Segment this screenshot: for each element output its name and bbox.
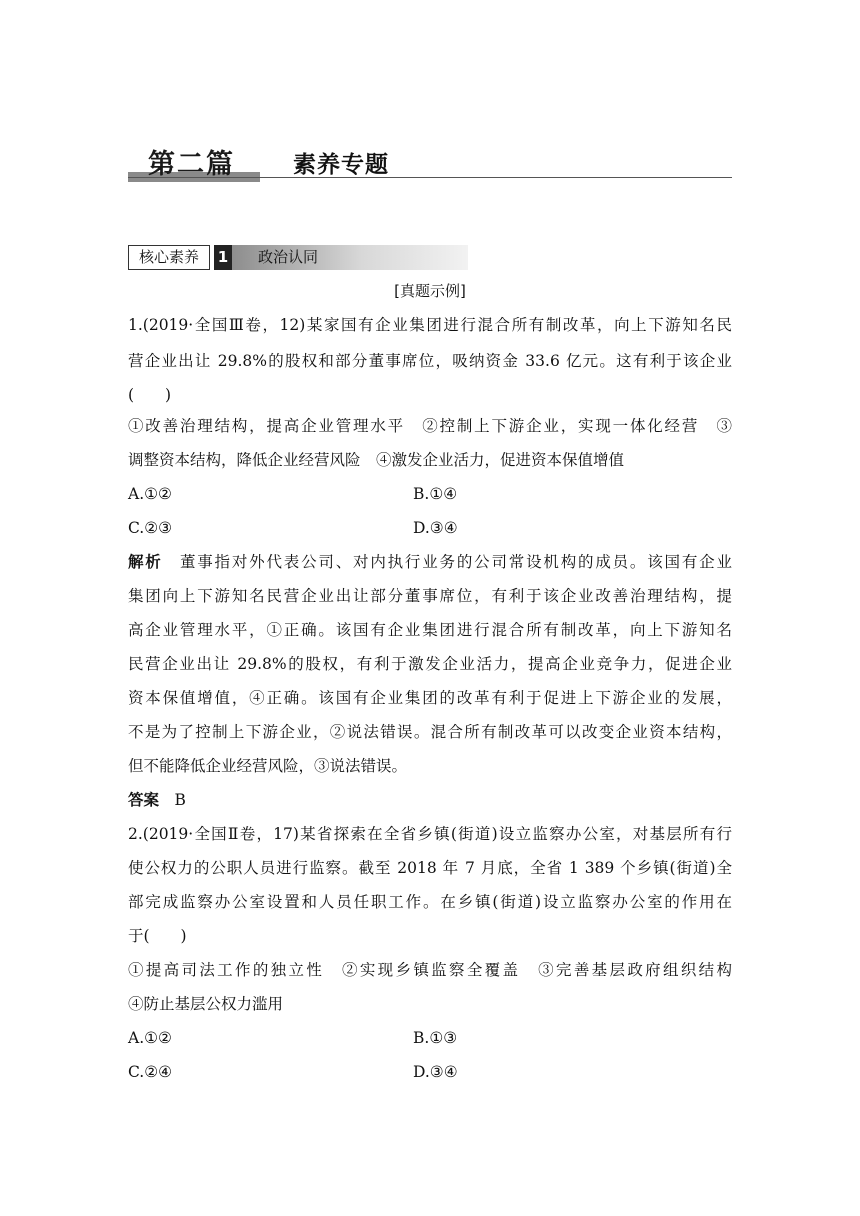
q1-analysis-line: 但不能降低企业经营风险，③说法错误。 — [128, 757, 408, 775]
q1-option-d: D.③④ — [413, 519, 458, 537]
q2-option-d: D.③④ — [413, 1063, 458, 1081]
q1-analysis-line: 不是为了控制上下游企业，②说法错误。混合所有制改革可以改变企业资本结构， — [128, 723, 732, 741]
subsection-heading: [真题示例] — [394, 282, 466, 300]
q1-option-b: B.①④ — [413, 485, 458, 503]
q1-analysis-line: 集团向上下游知名民营企业出让部分董事席位，有利于该企业改善治理结构，提 — [128, 587, 732, 605]
q1-analysis-line: 资本保值增值，④正确。该国有企业集团的改革有利于促进上下游企业的发展， — [128, 689, 732, 707]
q1-answer — [128, 788, 186, 812]
q1-line: ①改善治理结构，提高企业管理水平 ②控制上下游企业，实现一体化经营 ③ — [128, 417, 732, 435]
section-title: 政治认同 — [258, 248, 319, 266]
q2-line: 部完成监察办公室设置和人员任职工作。在乡镇(街道)设立监察办公室的作用在 — [128, 893, 732, 911]
q2-option-c: C.②④ — [128, 1063, 173, 1081]
q1-analysis-line: 高企业管理水平，①正确。该国有企业集团进行混合所有制改革，向上下游知名 — [128, 621, 732, 639]
q1-analysis-line: 民营企业出让 29.8%的股权，有利于激发企业活力，提高企业竞争力，促进企业 — [128, 655, 732, 673]
chapter-title: 素养专题 — [293, 151, 389, 178]
q2-line: 2.(2019·全国Ⅱ卷，17)某省探索在全省乡镇(街道)设立监察办公室，对基层所有行 — [128, 825, 732, 843]
analysis-text: 董事指对外代表公司、对内执行业务的公司常设机构的成员。该国有企业 — [179, 553, 732, 571]
section-number: 1 — [214, 245, 232, 270]
section-label: 核心素养 — [128, 245, 210, 270]
q1-option-a: A.①② — [128, 485, 172, 503]
analysis-label: 解析 — [128, 553, 163, 571]
chapter-header — [128, 142, 732, 184]
q2-line: ①提高司法工作的独立性 ②实现乡镇监察全覆盖 ③完善基层政府组织结构 — [128, 961, 732, 979]
q2-line: 使公权力的公职人员进行监察。截至 2018 年 7 月底，全省 1 389 个乡镇(街道)全 — [128, 859, 732, 877]
q1-line: 1.(2019·全国Ⅲ卷，12)某家国有企业集团进行混合所有制改革，向上下游知名民 — [128, 316, 732, 334]
chapter-number: 第二篇 — [148, 149, 235, 180]
answer-value: B — [174, 791, 186, 809]
q1-line: 营企业出让 29.8%的股权和部分董事席位，吸纳资金 33.6 亿元。这有利于该企业 — [128, 352, 732, 370]
q1-option-c: C.②③ — [128, 519, 173, 537]
q1-analysis-line — [128, 550, 732, 574]
q1-line: ( ) — [128, 386, 172, 404]
answer-label: 答案 — [128, 791, 160, 809]
q2-line: 于( ) — [128, 927, 187, 945]
q2-option-a: A.①② — [128, 1029, 172, 1047]
q2-option-b: B.①③ — [413, 1029, 458, 1047]
q2-line: ④防止基层公权力滥用 — [128, 995, 284, 1013]
q1-line: 调整资本结构，降低企业经营风险 ④激发企业活力，促进资本保值增值 — [128, 451, 625, 469]
section-header — [128, 245, 468, 271]
